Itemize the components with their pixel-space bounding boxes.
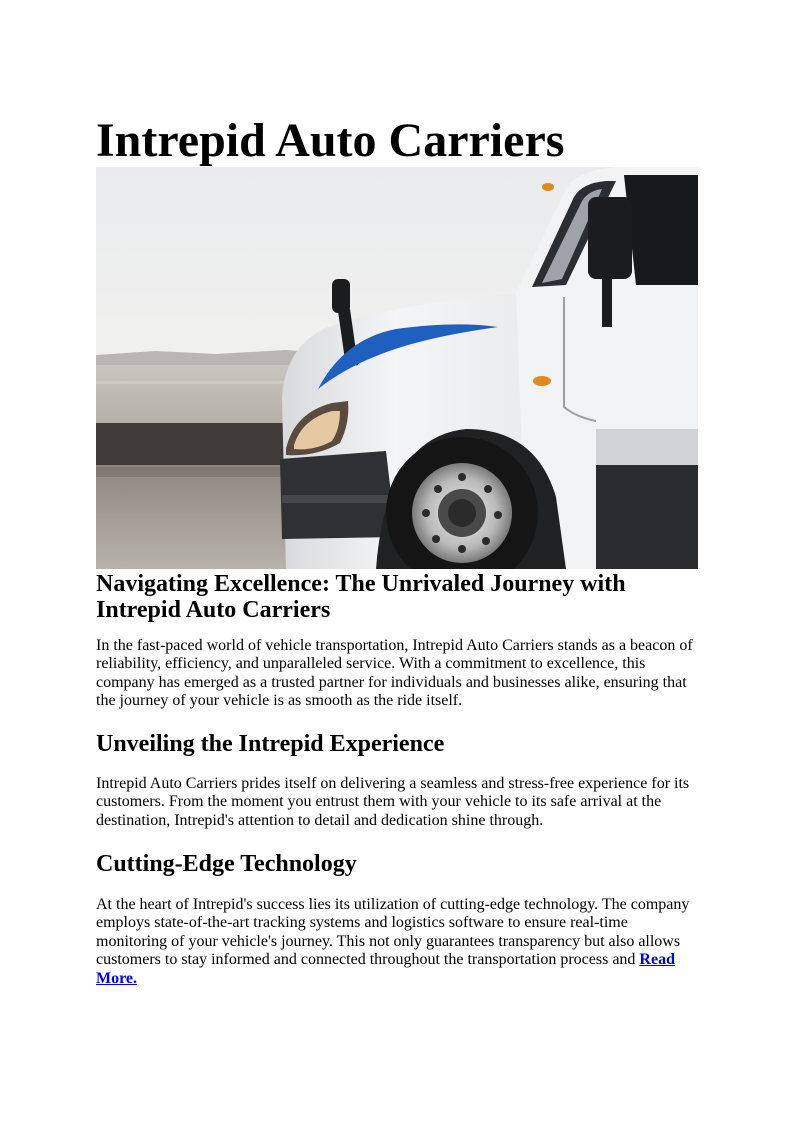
hero-image: [96, 167, 698, 569]
section-heading-line: Intrepid Auto Carriers: [96, 597, 331, 623]
section-heading-navigating-excellence: [96, 571, 626, 623]
section-body-navigating-excellence: In the fast-paced world of vehicle transportation, Intrepid Auto Carriers stands as a beacon of reliability, efficiency, and unparalleled service. With a commitment to excellence, this company has emerged as a trusted partner for individuals and businesses alike, ensuring that the journey of your vehicle is as smooth as the ride itself.: [96, 637, 693, 710]
page-title: Intrepid Auto Carriers: [96, 114, 565, 167]
section-heading-cutting-edge-technology: Cutting-Edge Technology: [96, 851, 357, 877]
section-body-cutting-edge-technology: [96, 896, 698, 988]
section-heading-line: Navigating Excellence: The Unrivaled Journey with: [96, 571, 626, 597]
read-more-link[interactable]: Read More.: [96, 951, 675, 987]
section-body-text: At the heart of Intrepid's success lies its utilization of cutting-edge technology. The company employs state-of-the-art tracking systems and logistics software to ensure real-time monitoring of your vehicle's journey. This not only guarantees transparency but also allows customers to stay informed and connected throughout the transportation process and: [96, 896, 690, 969]
section-body-intrepid-experience: Intrepid Auto Carriers prides itself on delivering a seamless and stress-free experience for its customers. From the moment you entrust them with your vehicle to its safe arrival at the destination, Intrepid's attention to detail and dedication shine through.: [96, 775, 690, 829]
truck-photo-icon: [96, 167, 698, 569]
section-heading-intrepid-experience: Unveiling the Intrepid Experience: [96, 731, 445, 757]
